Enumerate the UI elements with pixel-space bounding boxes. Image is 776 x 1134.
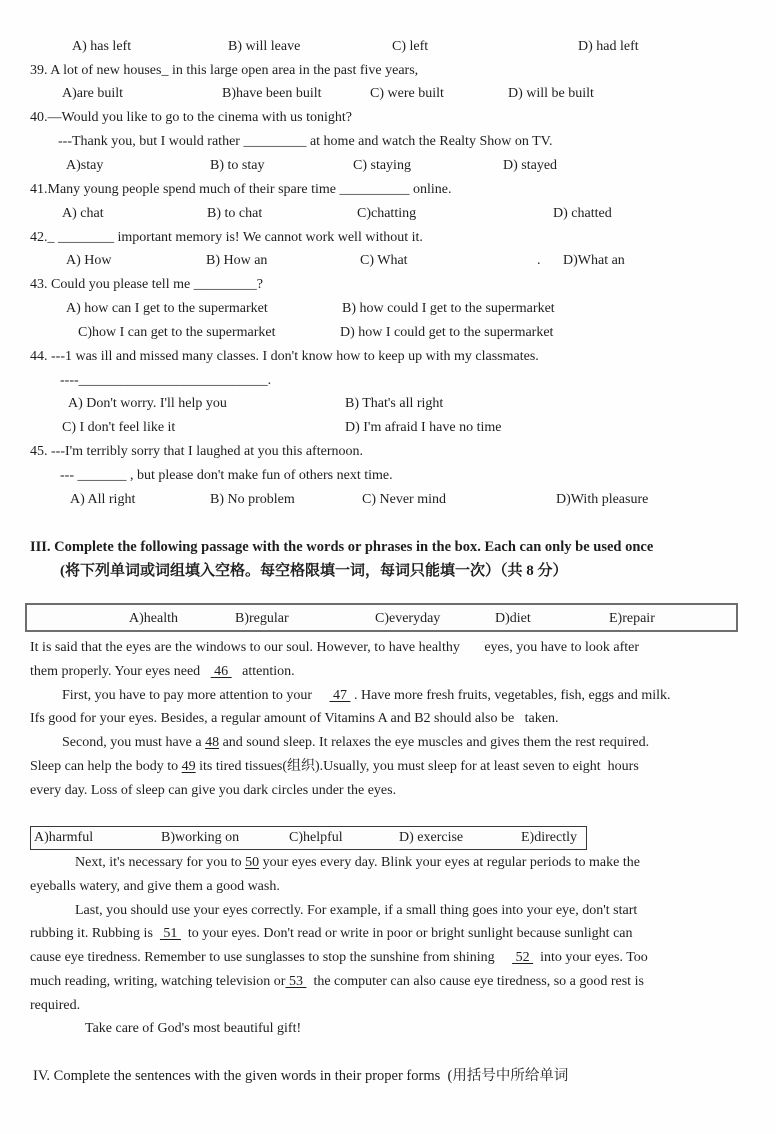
text-line <box>0 418 776 439</box>
text-segment: B) No problem <box>210 492 295 507</box>
text-segment: . Have more fresh fruits, vegetables, fish, eggs and milk. <box>350 688 671 703</box>
text-segment: ---Thank you, but I would rather _________ at home and watch the Realty Show on TV. <box>58 134 553 149</box>
text-segment: --- _______ , but please don't make fun of others next time. <box>60 468 393 483</box>
text-segment: IV. Complete the sentences with the given words in their proper forms (用括号中所给单词 <box>33 1068 569 1084</box>
text-segment: D) how I could get to the supermarket <box>340 325 554 340</box>
text-segment: every day. Loss of sleep can give you dark circles under the eyes. <box>30 783 397 798</box>
text-line <box>0 901 776 922</box>
text-segment: much reading, writing, watching television or <box>30 974 286 989</box>
text-segment: B) That's all right <box>345 396 444 411</box>
text-line <box>0 561 776 582</box>
text-line <box>0 275 776 296</box>
text-segment: C) Never mind <box>362 492 446 507</box>
text-line <box>0 61 776 82</box>
text-segment: A)are built <box>62 86 124 101</box>
word-option: E)repair <box>609 611 655 626</box>
word-option: B)regular <box>235 611 289 626</box>
text-segment: Second, you must have a <box>62 735 206 750</box>
text-segment: ----___________________________. <box>60 373 272 388</box>
text-segment: C) left <box>392 39 429 54</box>
text-segment: D) chatted <box>553 206 612 221</box>
text-line <box>0 948 776 969</box>
word-option: D) exercise <box>399 830 464 845</box>
text-segment: C)how I can get to the supermarket <box>78 325 276 340</box>
text-segment: to your eyes. Don't read or write in poor or bright sunlight because sunlight can <box>180 926 633 941</box>
text-segment: First, you have to pay more attention to your <box>62 688 330 703</box>
answer-blank: 48 <box>205 735 220 750</box>
text-line <box>0 156 776 177</box>
text-segment: 40.—Would you like to go to the cinema with us tonight? <box>30 110 352 125</box>
word-option: B)working on <box>161 830 240 845</box>
text-segment: Take care of God's most beautiful gift! <box>85 1021 302 1036</box>
text-line <box>0 1066 776 1087</box>
text-segment: 43. Could you please tell me _________? <box>30 277 263 292</box>
text-line <box>0 757 776 778</box>
text-segment: C)chatting <box>357 206 417 221</box>
text-line <box>0 924 776 945</box>
text-segment: It is said that the eyes are the windows to our soul. However, to have healthy eyes, you have to look after <box>30 640 640 655</box>
text-line <box>0 996 776 1017</box>
text-segment: 39. A lot of new houses_ in this large open area in the past five years, <box>30 63 419 78</box>
text-line <box>0 537 776 558</box>
text-line <box>0 347 776 368</box>
text-segment: Last, you should use your eyes correctly. For example, if a small thing goes into your eye, don't start <box>75 903 638 918</box>
text-line <box>0 84 776 105</box>
text-segment: attention. <box>231 664 295 679</box>
text-segment: A) how can I get to the supermarket <box>66 301 268 316</box>
text-segment: C) were built <box>370 86 444 101</box>
text-line <box>0 662 776 683</box>
answer-blank: 52 <box>512 950 534 965</box>
text-segment: A)stay <box>66 158 104 173</box>
text-segment: Sleep can help the body to <box>30 759 182 774</box>
text-segment: the computer can also cause eye tiredness, so a good rest is <box>306 974 644 989</box>
text-line <box>0 490 776 511</box>
text-line <box>0 686 776 707</box>
text-line <box>0 132 776 153</box>
text-segment: D) had left <box>578 39 639 54</box>
text-line <box>0 251 776 272</box>
text-segment: A) All right <box>70 492 136 507</box>
text-segment: 45. ---I'm terribly sorry that I laughed at you this afternoon. <box>30 444 363 459</box>
text-segment: its tired tissues(组织).Usually, you must sleep for at least seven to eight hours <box>195 759 639 774</box>
text-segment: D)What an <box>563 253 625 268</box>
text-line <box>0 323 776 344</box>
text-line <box>0 781 776 802</box>
answer-blank: 46 <box>210 664 232 679</box>
text-segment: your eyes every day. Blink your eyes at regular periods to make the <box>259 855 640 870</box>
answer-blank: 53 <box>285 974 307 989</box>
word-option: D)diet <box>495 611 531 626</box>
text-segment: C) staying <box>353 158 411 173</box>
text-line <box>0 733 776 754</box>
text-line <box>0 37 776 58</box>
text-line <box>0 180 776 201</box>
text-line <box>0 709 776 730</box>
text-segment: C) What <box>360 253 408 268</box>
text-line <box>0 108 776 129</box>
word-bank-box <box>30 826 587 850</box>
text-line <box>0 299 776 320</box>
text-segment: Next, it's necessary for you to <box>75 855 246 870</box>
text-line <box>0 442 776 463</box>
text-line <box>0 394 776 415</box>
text-segment: D) stayed <box>503 158 558 173</box>
answer-blank: 49 <box>181 759 196 774</box>
text-segment: A) How <box>66 253 112 268</box>
text-segment: and sound sleep. It relaxes the eye muscles and gives them the rest required. <box>219 735 650 750</box>
text-segment: required. <box>30 998 81 1013</box>
word-option: C)helpful <box>289 830 343 845</box>
text-line <box>0 228 776 249</box>
text-segment: III. Complete the following passage with the words or phrases in the box. Each can only be used once <box>30 539 654 555</box>
text-line <box>0 877 776 898</box>
text-segment: B) will leave <box>228 39 301 54</box>
text-segment: them properly. Your eyes need <box>30 664 211 679</box>
answer-blank: 47 <box>329 688 351 703</box>
text-segment: B) How an <box>206 253 268 268</box>
text-segment: 44. ---1 was ill and missed many classes. I don't know how to keep up with my classmates. <box>30 349 539 364</box>
text-line <box>0 204 776 225</box>
text-segment: Ifs good for your eyes. Besides, a regular amount of Vitamins A and B2 should also be taken. <box>30 711 559 726</box>
word-option: A)harmful <box>34 830 94 845</box>
text-line <box>0 638 776 659</box>
word-option: E)directly <box>521 830 577 845</box>
text-segment: B) to chat <box>207 206 263 221</box>
text-segment: into your eyes. Too <box>533 950 648 965</box>
answer-blank: 50 <box>245 855 260 870</box>
text-segment: D) I'm afraid I have no time <box>345 420 502 435</box>
text-segment: 42._ ________ important memory is! We cannot work well without it. <box>30 230 423 245</box>
text-segment: A) has left <box>72 39 132 54</box>
word-bank-box <box>25 603 738 632</box>
text-line <box>0 1019 776 1040</box>
text-segment: eyeballs watery, and give them a good wash. <box>30 879 280 894</box>
text-segment: A) chat <box>62 206 104 221</box>
word-option: C)everyday <box>375 611 441 626</box>
text-segment: . <box>537 253 541 268</box>
text-segment: 41.Many young people spend much of their spare time __________ online. <box>30 182 452 197</box>
text-segment: rubbing it. Rubbing is <box>30 926 160 941</box>
text-segment: B)have been built <box>222 86 322 101</box>
text-segment: C) I don't feel like it <box>62 420 176 435</box>
text-line <box>0 853 776 874</box>
answer-blank: 51 <box>159 926 181 941</box>
text-segment: D) will be built <box>508 86 594 101</box>
text-segment: (将下列单词或词组填入空格。每空格限填一词，每词只能填一次）（共 8 分） <box>60 563 568 579</box>
text-line <box>0 972 776 993</box>
text-line <box>0 466 776 487</box>
text-segment: B) to stay <box>210 158 265 173</box>
text-segment: A) Don't worry. I'll help you <box>68 396 227 411</box>
text-segment: D)With pleasure <box>556 492 649 507</box>
text-line <box>0 371 776 392</box>
text-segment: cause eye tiredness. Remember to use sunglasses to stop the sunshine from shining <box>30 950 513 965</box>
word-option: A)health <box>129 611 178 626</box>
text-segment: B) how could I get to the supermarket <box>342 301 555 316</box>
